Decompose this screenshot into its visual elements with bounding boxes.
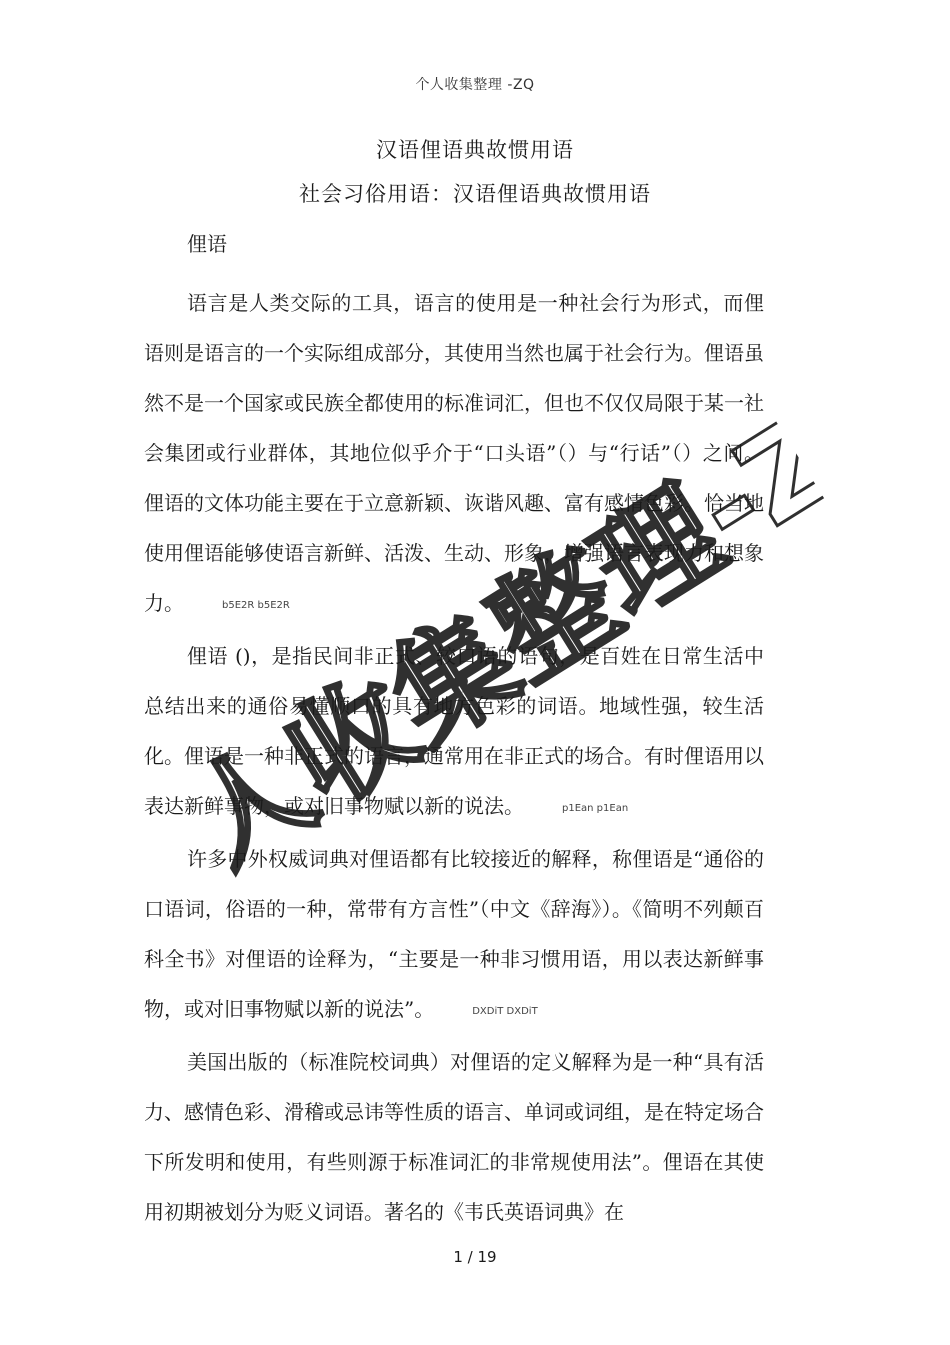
- inline-code: p1Ean p1Ean: [562, 803, 629, 814]
- section-heading: 俚语: [187, 232, 227, 256]
- inline-code: DXDiT DXDiT: [472, 1006, 538, 1017]
- paragraph: [144, 1037, 764, 1237]
- paragraph: [144, 278, 764, 631]
- paragraph-text: 许多中外权威词典对俚语都有比较接近的解释，称俚语是“通俗的口语词，俗语的一种，常带有方言性”（中文《辞海》）。《简明不列颠百科全书》对俚语的诠释为，“主要是一种非习惯用语，用以表达新鲜事物，或对旧事物赋以新的说法”。: [144, 847, 764, 1021]
- paragraph: [144, 834, 764, 1037]
- document-subtitle: 社会习俗用语：汉语俚语典故惯用语: [299, 182, 651, 206]
- inline-code: b5E2R b5E2R: [222, 600, 290, 611]
- document-title: 汉语俚语典故惯用语: [376, 138, 574, 162]
- page-header: 个人收集整理 -ZQ: [415, 77, 535, 93]
- paragraph-text: 语言是人类交际的工具，语言的使用是一种社会行为形式，而俚语则是语言的一个实际组成部分，其使用当然也属于社会行为。俚语虽然不是一个国家或民族全都使用的标准词汇，但也不仅仅局限于某一社会集团或行业群体，其地位似乎介于“口头语”（）与“行话”（）之间。俚语的文体功能主要在于立意新颖、诙谐风趣、富有感情色彩。恰当地使用俚语能够使语言新鲜、活泼、生动、形象，增强语言表现力和想象力。: [144, 291, 764, 615]
- paragraph-text: 美国出版的（标准院校词典）对俚语的定义解释为是一种“具有活力、感情色彩、滑稽或忌讳等性质的语言、单词或词组，是在特定场合下所发明和使用，有些则源于标准词汇的非常规使用法”。俚语在其使用初期被划分为贬义词语。著名的《韦氏英语词典》在: [144, 1050, 764, 1224]
- paragraph: [144, 631, 764, 834]
- page-number: 1 / 19: [453, 1248, 497, 1266]
- paragraph-text: 俚语 ()，是指民间非正式、较口语的语句，是百姓在日常生活中总结出来的通俗易懂顺口的具有地方色彩的词语。地域性强，较生活化。俚语是一种非正式的语言，通常用在非正式的场合。有时俚语用以表达新鲜事物，或对旧事物赋以新的说法。: [144, 644, 764, 818]
- body-text: [144, 278, 764, 1237]
- watermark-text: 个人收集整理-ZQ: [139, 352, 861, 928]
